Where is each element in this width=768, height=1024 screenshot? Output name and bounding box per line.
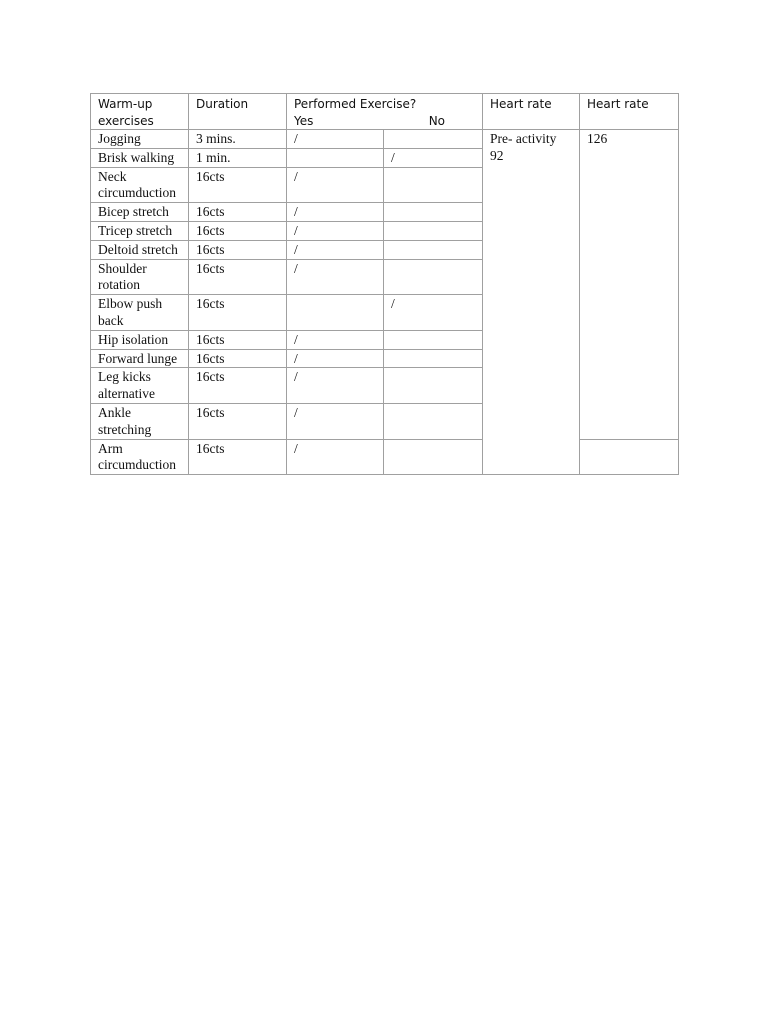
yes-cell: / <box>287 439 384 475</box>
pre-activity-cell <box>483 130 580 475</box>
yes-cell: / <box>287 221 384 240</box>
duration-cell: 16cts <box>189 240 287 259</box>
no-cell: / <box>384 295 483 331</box>
yes-cell: / <box>287 368 384 404</box>
duration-cell: 16cts <box>189 439 287 475</box>
header-yes: Yes <box>294 113 314 128</box>
yes-cell: / <box>287 330 384 349</box>
no-cell <box>384 167 483 203</box>
header-duration: Duration <box>189 94 287 130</box>
exercise-cell: Arm circumduction <box>91 439 189 475</box>
header-yes-no <box>294 113 475 130</box>
exercise-cell: Deltoid stretch <box>91 240 189 259</box>
exercise-cell: Elbow push back <box>91 295 189 331</box>
yes-cell: / <box>287 130 384 149</box>
pre-activity-value: 92 <box>490 147 504 163</box>
header-performed <box>287 94 483 130</box>
no-cell <box>384 240 483 259</box>
yes-cell: / <box>287 349 384 368</box>
yes-cell: / <box>287 167 384 203</box>
exercise-cell: Neck circumduction <box>91 167 189 203</box>
table-row <box>91 439 679 475</box>
header-row <box>91 94 679 130</box>
header-no: No <box>428 113 446 128</box>
duration-cell: 1 min. <box>189 148 287 167</box>
duration-cell: 16cts <box>189 295 287 331</box>
duration-cell: 16cts <box>189 368 287 404</box>
exercise-cell: Brisk walking <box>91 148 189 167</box>
yes-cell: / <box>287 259 384 295</box>
no-cell <box>384 349 483 368</box>
exercise-cell: Leg kicks alternative <box>91 368 189 404</box>
exercise-cell: Tricep stretch <box>91 221 189 240</box>
table-row <box>91 130 679 149</box>
exercise-cell: Shoulder rotation <box>91 259 189 295</box>
yes-cell: / <box>287 203 384 222</box>
warmup-table <box>90 93 679 475</box>
no-cell <box>384 221 483 240</box>
exercise-cell: Ankle stretching <box>91 403 189 439</box>
pre-activity-label: Pre- activity <box>490 131 557 146</box>
duration-cell: 16cts <box>189 349 287 368</box>
duration-cell: 16cts <box>189 203 287 222</box>
header-heart-rate-1: Heart rate <box>483 94 580 130</box>
no-cell <box>384 203 483 222</box>
header-performed-label: Performed Exercise? <box>294 97 417 111</box>
exercise-cell: Jogging <box>91 130 189 149</box>
no-cell <box>384 403 483 439</box>
duration-cell: 16cts <box>189 403 287 439</box>
no-cell <box>384 130 483 149</box>
yes-cell <box>287 295 384 331</box>
empty-cell <box>580 439 679 475</box>
post-activity-cell: 126 <box>580 130 679 440</box>
duration-cell: 16cts <box>189 259 287 295</box>
no-cell <box>384 330 483 349</box>
yes-cell: / <box>287 240 384 259</box>
yes-cell <box>287 148 384 167</box>
duration-cell: 16cts <box>189 330 287 349</box>
yes-cell: / <box>287 403 384 439</box>
exercise-cell: Forward lunge <box>91 349 189 368</box>
no-cell: / <box>384 148 483 167</box>
duration-cell: 16cts <box>189 167 287 203</box>
header-heart-rate-2: Heart rate <box>580 94 679 130</box>
duration-cell: 3 mins. <box>189 130 287 149</box>
no-cell <box>384 439 483 475</box>
exercise-cell: Hip isolation <box>91 330 189 349</box>
no-cell <box>384 259 483 295</box>
duration-cell: 16cts <box>189 221 287 240</box>
exercise-cell: Bicep stretch <box>91 203 189 222</box>
no-cell <box>384 368 483 404</box>
header-exercise: Warm-up exercises <box>91 94 189 130</box>
